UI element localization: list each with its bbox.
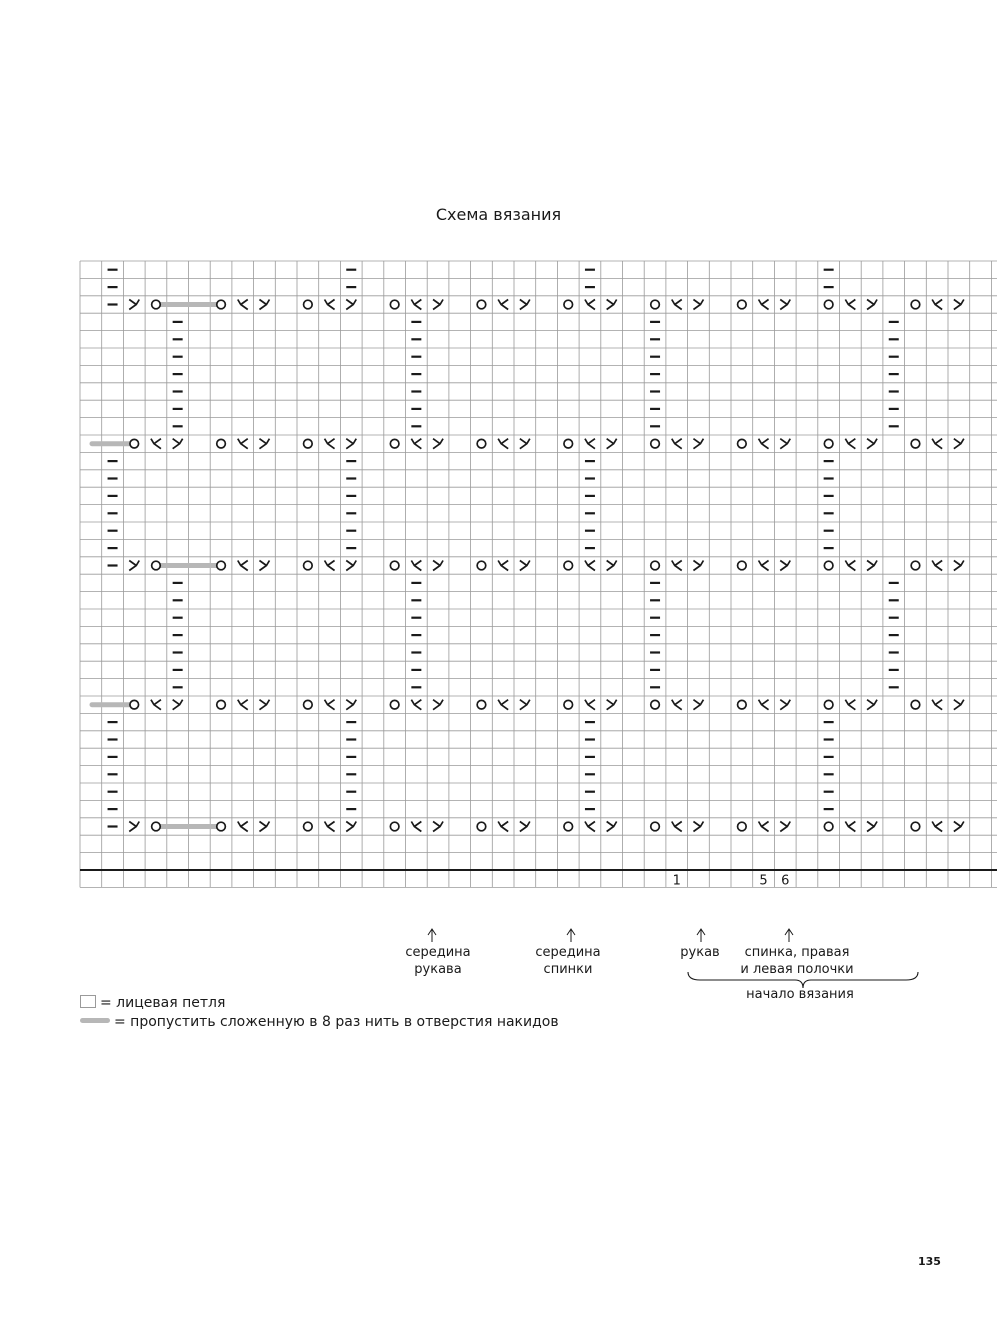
decrease-left-symbol — [932, 822, 942, 832]
decrease-left-symbol — [151, 439, 161, 449]
yarn-over-symbol — [824, 700, 833, 709]
yarn-over-symbol — [911, 300, 920, 309]
page-number: 135 — [918, 1255, 941, 1268]
decrease-right-symbol — [346, 700, 356, 710]
decrease-left-symbol — [411, 700, 421, 710]
decrease-right-symbol — [780, 561, 790, 571]
yarn-over-symbol — [824, 300, 833, 309]
yarn-over-symbol — [824, 561, 833, 570]
decrease-left-symbol — [151, 700, 161, 710]
yarn-over-symbol — [477, 439, 486, 448]
decrease-left-symbol — [759, 439, 769, 449]
yarn-over-symbol — [304, 561, 313, 570]
decrease-right-symbol — [346, 822, 356, 832]
decrease-right-symbol — [259, 700, 269, 710]
decrease-left-symbol — [932, 561, 942, 571]
column-number-6: 6 — [781, 873, 790, 889]
decrease-right-symbol — [129, 822, 139, 832]
yarn-over-symbol — [304, 700, 313, 709]
yarn-over-symbol — [651, 822, 660, 831]
decrease-right-symbol — [867, 300, 877, 310]
yarn-over-symbol — [390, 822, 399, 831]
yarn-over-symbol — [217, 439, 226, 448]
decrease-right-symbol — [954, 822, 964, 832]
decrease-left-symbol — [672, 561, 682, 571]
yarn-over-symbol — [390, 561, 399, 570]
decrease-right-symbol — [607, 300, 617, 310]
yarn-over-symbol — [152, 822, 161, 831]
yarn-over-symbol — [477, 822, 486, 831]
annotation-back-middle: середина спинки — [535, 945, 601, 977]
decrease-left-symbol — [325, 439, 335, 449]
legend-knit-label: = лицевая петля — [100, 995, 226, 1011]
decrease-right-symbol — [433, 439, 443, 449]
legend-knit — [80, 994, 225, 1012]
yarn-over-symbol — [477, 300, 486, 309]
chart-title: Схема вязания — [435, 205, 562, 224]
yarn-over-symbol — [651, 439, 660, 448]
decrease-left-symbol — [845, 561, 855, 571]
pointer-arrow — [567, 929, 575, 942]
decrease-left-symbol — [932, 300, 942, 310]
decrease-left-symbol — [238, 300, 248, 310]
decrease-right-symbol — [173, 439, 183, 449]
decrease-right-symbol — [259, 300, 269, 310]
decrease-right-symbol — [259, 561, 269, 571]
decrease-left-symbol — [585, 700, 595, 710]
decrease-left-symbol — [585, 300, 595, 310]
legend-thread — [80, 1013, 559, 1031]
decrease-right-symbol — [867, 822, 877, 832]
decrease-right-symbol — [520, 439, 530, 449]
yarn-over-symbol — [477, 700, 486, 709]
annotation-sleeve-middle: середина рукава — [405, 945, 471, 977]
decrease-left-symbol — [672, 439, 682, 449]
decrease-left-symbol — [238, 561, 248, 571]
decrease-right-symbol — [346, 439, 356, 449]
yarn-over-symbol — [911, 439, 920, 448]
decrease-right-symbol — [954, 439, 964, 449]
decrease-left-symbol — [932, 439, 942, 449]
decrease-left-symbol — [672, 700, 682, 710]
yarn-over-symbol — [130, 700, 139, 709]
decrease-right-symbol — [129, 561, 139, 571]
decrease-right-symbol — [520, 561, 530, 571]
pointer-arrow — [697, 929, 705, 942]
decrease-left-symbol — [672, 300, 682, 310]
decrease-left-symbol — [759, 561, 769, 571]
decrease-left-symbol — [672, 822, 682, 832]
decrease-right-symbol — [346, 561, 356, 571]
decrease-left-symbol — [585, 439, 595, 449]
decrease-right-symbol — [954, 561, 964, 571]
yarn-over-symbol — [824, 822, 833, 831]
decrease-right-symbol — [780, 439, 790, 449]
yarn-over-symbol — [390, 300, 399, 309]
decrease-right-symbol — [780, 822, 790, 832]
decrease-right-symbol — [346, 300, 356, 310]
decrease-right-symbol — [693, 439, 703, 449]
pointer-arrow — [785, 929, 793, 942]
decrease-left-symbol — [845, 439, 855, 449]
decrease-right-symbol — [520, 700, 530, 710]
decrease-left-symbol — [759, 300, 769, 310]
decrease-left-symbol — [498, 822, 508, 832]
decrease-right-symbol — [780, 300, 790, 310]
decrease-left-symbol — [498, 300, 508, 310]
decrease-left-symbol — [238, 700, 248, 710]
decrease-left-symbol — [585, 822, 595, 832]
yarn-over-symbol — [738, 700, 747, 709]
decrease-right-symbol — [433, 561, 443, 571]
yarn-over-symbol — [217, 300, 226, 309]
decrease-left-symbol — [845, 300, 855, 310]
decrease-left-symbol — [238, 439, 248, 449]
decrease-left-symbol — [585, 561, 595, 571]
yarn-over-symbol — [911, 822, 920, 831]
decrease-right-symbol — [259, 439, 269, 449]
decrease-right-symbol — [520, 300, 530, 310]
decrease-left-symbol — [932, 700, 942, 710]
yarn-over-symbol — [564, 439, 573, 448]
decrease-right-symbol — [867, 700, 877, 710]
decrease-left-symbol — [411, 822, 421, 832]
decrease-right-symbol — [607, 439, 617, 449]
decrease-right-symbol — [867, 439, 877, 449]
decrease-left-symbol — [411, 439, 421, 449]
yarn-over-symbol — [152, 561, 161, 570]
yarn-over-symbol — [738, 561, 747, 570]
decrease-right-symbol — [607, 561, 617, 571]
decrease-left-symbol — [411, 561, 421, 571]
decrease-left-symbol — [759, 700, 769, 710]
decrease-right-symbol — [433, 700, 443, 710]
yarn-over-symbol — [651, 300, 660, 309]
decrease-right-symbol — [693, 300, 703, 310]
decrease-left-symbol — [759, 822, 769, 832]
decrease-right-symbol — [607, 700, 617, 710]
yarn-over-symbol — [152, 300, 161, 309]
decrease-right-symbol — [129, 300, 139, 310]
annotation-sleeve: рукав — [680, 945, 720, 960]
decrease-right-symbol — [693, 561, 703, 571]
knit-stitch-swatch — [80, 995, 96, 1008]
decrease-left-symbol — [411, 300, 421, 310]
yarn-over-symbol — [304, 300, 313, 309]
yarn-over-symbol — [911, 561, 920, 570]
yarn-over-symbol — [217, 561, 226, 570]
decrease-right-symbol — [433, 822, 443, 832]
annotation-start: начало вязания — [746, 987, 854, 1002]
decrease-left-symbol — [238, 822, 248, 832]
decrease-left-symbol — [325, 300, 335, 310]
decrease-right-symbol — [954, 300, 964, 310]
yarn-over-symbol — [824, 439, 833, 448]
decrease-left-symbol — [325, 822, 335, 832]
yarn-over-symbol — [217, 822, 226, 831]
yarn-over-symbol — [738, 300, 747, 309]
decrease-right-symbol — [520, 822, 530, 832]
yarn-over-symbol — [217, 700, 226, 709]
decrease-left-symbol — [325, 700, 335, 710]
decrease-right-symbol — [259, 822, 269, 832]
yarn-over-symbol — [564, 300, 573, 309]
thread-swatch — [80, 1018, 110, 1023]
decrease-left-symbol — [498, 700, 508, 710]
decrease-right-symbol — [780, 700, 790, 710]
decrease-right-symbol — [693, 700, 703, 710]
yarn-over-symbol — [130, 439, 139, 448]
yarn-over-symbol — [390, 439, 399, 448]
yarn-over-symbol — [738, 822, 747, 831]
decrease-left-symbol — [845, 822, 855, 832]
pointer-arrow — [428, 929, 436, 942]
annotation-back-fronts: спинка, правая и левая полочки — [740, 945, 854, 977]
decrease-right-symbol — [867, 561, 877, 571]
decrease-right-symbol — [173, 700, 183, 710]
yarn-over-symbol — [304, 439, 313, 448]
decrease-right-symbol — [693, 822, 703, 832]
decrease-left-symbol — [845, 700, 855, 710]
legend-thread-label: = пропустить сложенную в 8 раз нить в отверстия накидов — [114, 1014, 559, 1030]
yarn-over-symbol — [304, 822, 313, 831]
decrease-right-symbol — [954, 700, 964, 710]
decrease-right-symbol — [607, 822, 617, 832]
column-number-5: 5 — [759, 873, 768, 889]
decrease-left-symbol — [325, 561, 335, 571]
decrease-left-symbol — [498, 561, 508, 571]
decrease-left-symbol — [498, 439, 508, 449]
yarn-over-symbol — [477, 561, 486, 570]
yarn-over-symbol — [564, 822, 573, 831]
yarn-over-symbol — [738, 439, 747, 448]
yarn-over-symbol — [390, 700, 399, 709]
yarn-over-symbol — [564, 561, 573, 570]
yarn-over-symbol — [651, 561, 660, 570]
yarn-over-symbol — [911, 700, 920, 709]
yarn-over-symbol — [564, 700, 573, 709]
column-number-1: 1 — [672, 873, 681, 889]
decrease-right-symbol — [433, 300, 443, 310]
yarn-over-symbol — [651, 700, 660, 709]
